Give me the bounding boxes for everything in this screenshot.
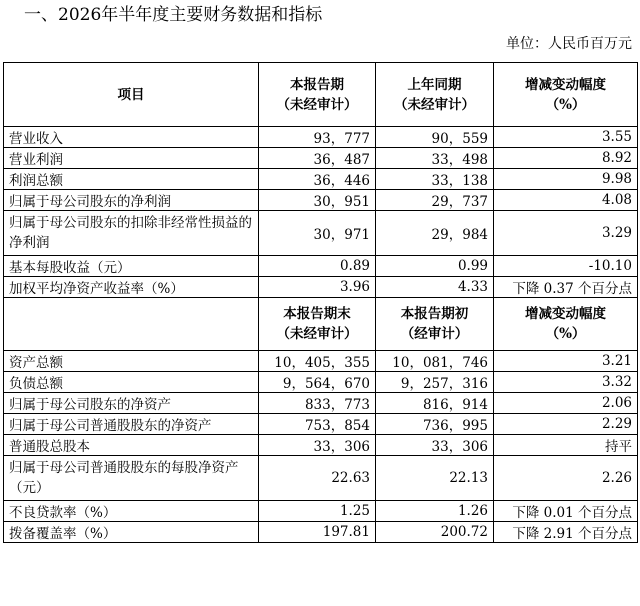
row-prior-value: 29，984 (376, 211, 494, 256)
header-current-period: 本报告期 （未经审计） (259, 63, 376, 127)
row-change-value: 3.29 (494, 211, 638, 256)
table-row (4, 393, 638, 414)
row-label: 营业利润 (4, 148, 259, 169)
row-change-value: 下降 0.37 个百分点 (494, 277, 638, 298)
row-label: 归属于母公司股东的净资产 (4, 393, 259, 414)
row-label: 普通股总股本 (4, 435, 259, 456)
row-current-value: 93，777 (259, 127, 376, 148)
row-prior-value: 736，995 (376, 414, 494, 435)
row-current-value: 36，487 (259, 148, 376, 169)
row-change-value: 持平 (494, 435, 638, 456)
table-row (4, 414, 638, 435)
row-current-value: 3.96 (259, 277, 376, 298)
row-prior-value: 33，138 (376, 169, 494, 190)
row-current-value: 33，306 (259, 435, 376, 456)
section2-header-row (4, 298, 638, 351)
row-prior-value: 22.13 (376, 456, 494, 501)
row-label: 归属于母公司股东的扣除非经常性损益的净利润 (4, 211, 259, 256)
header-item: 项目 (4, 63, 259, 127)
table-row (4, 435, 638, 456)
row-change-value: 8.92 (494, 148, 638, 169)
row-prior-value: 33，306 (376, 435, 494, 456)
table-row (4, 456, 638, 501)
row-label: 资产总额 (4, 351, 259, 372)
row-change-value: 2.06 (494, 393, 638, 414)
table-row (4, 372, 638, 393)
row-current-value: 833，773 (259, 393, 376, 414)
row-label: 营业收入 (4, 127, 259, 148)
header-period-start: 本报告期初 （经审计） (376, 298, 494, 351)
table-row (4, 501, 638, 522)
row-label: 负债总额 (4, 372, 259, 393)
header-change-2: 增减变动幅度 （%） (494, 298, 638, 351)
row-current-value: 197.81 (259, 522, 376, 543)
page-title: 一、2026年半年度主要财务数据和指标 (24, 5, 323, 25)
row-label: 不良贷款率（%） (4, 501, 259, 522)
row-prior-value: 4.33 (376, 277, 494, 298)
row-current-value: 1.25 (259, 501, 376, 522)
header-change: 增减变动幅度 （%） (494, 63, 638, 127)
table-row (4, 522, 638, 543)
row-change-value: 3.55 (494, 127, 638, 148)
row-current-value: 30，951 (259, 190, 376, 211)
row-prior-value: 90，559 (376, 127, 494, 148)
table-row (4, 148, 638, 169)
row-change-value: 2.26 (494, 456, 638, 501)
header-prior-period: 上年同期 （未经审计） (376, 63, 494, 127)
row-change-value: 2.29 (494, 414, 638, 435)
row-current-value: 753，854 (259, 414, 376, 435)
row-prior-value: 0.99 (376, 256, 494, 277)
row-change-value: 下降 0.01 个百分点 (494, 501, 638, 522)
row-current-value: 30，971 (259, 211, 376, 256)
row-prior-value: 816，914 (376, 393, 494, 414)
row-prior-value: 9，257，316 (376, 372, 494, 393)
row-change-value: 3.32 (494, 372, 638, 393)
row-prior-value: 29，737 (376, 190, 494, 211)
row-label: 归属于母公司股东的净利润 (4, 190, 259, 211)
row-current-value: 0.89 (259, 256, 376, 277)
row-current-value: 9，564，670 (259, 372, 376, 393)
row-current-value: 10，405，355 (259, 351, 376, 372)
row-label: 拨备覆盖率（%） (4, 522, 259, 543)
row-label: 利润总额 (4, 169, 259, 190)
header-blank (4, 298, 259, 351)
row-change-value: 下降 2.91 个百分点 (494, 522, 638, 543)
table-row (4, 127, 638, 148)
row-change-value: 3.21 (494, 351, 638, 372)
table-row (4, 277, 638, 298)
row-prior-value: 1.26 (376, 501, 494, 522)
header-period-end: 本报告期末 （未经审计） (259, 298, 376, 351)
table-row (4, 351, 638, 372)
row-current-value: 22.63 (259, 456, 376, 501)
row-prior-value: 33，498 (376, 148, 494, 169)
row-change-value: 4.08 (494, 190, 638, 211)
row-prior-value: 10，081，746 (376, 351, 494, 372)
row-prior-value: 200.72 (376, 522, 494, 543)
row-change-value: 9.98 (494, 169, 638, 190)
row-change-value: -10.10 (494, 256, 638, 277)
table-row (4, 256, 638, 277)
table-row (4, 169, 638, 190)
row-label: 基本每股收益（元） (4, 256, 259, 277)
row-label: 加权平均净资产收益率（%） (4, 277, 259, 298)
unit-label: 单位：人民币百万元 (506, 36, 632, 52)
row-current-value: 36，446 (259, 169, 376, 190)
table-row (4, 190, 638, 211)
section1-header-row (4, 63, 638, 127)
row-label: 归属于母公司普通股股东的每股净资产（元） (4, 456, 259, 501)
financial-data-table (3, 62, 638, 543)
table-row (4, 211, 638, 256)
row-label: 归属于母公司普通股股东的净资产 (4, 414, 259, 435)
